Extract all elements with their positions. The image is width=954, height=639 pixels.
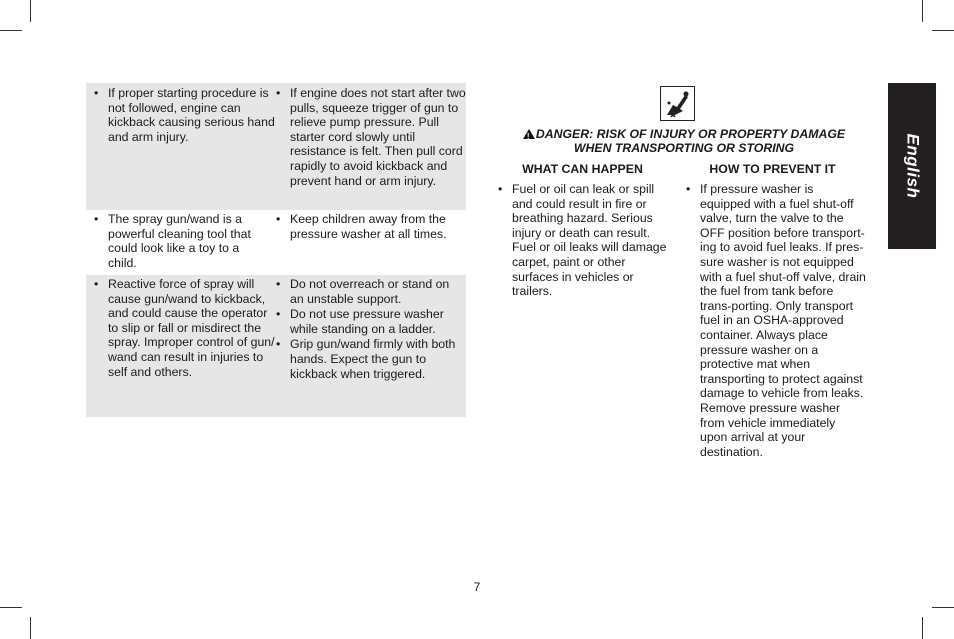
hazard-cell — [86, 277, 276, 417]
bullet-item: • The spray gun/wand is a powerful cleaning tool that could look like a toy to a child. — [94, 212, 256, 270]
danger-heading — [500, 127, 868, 155]
fuel-leak-warning-icon — [660, 86, 695, 121]
danger-line-2: WHEN TRANSPORTING OR STORING — [573, 141, 795, 155]
what-can-happen-heading: WHAT CAN HAPPEN — [522, 162, 643, 176]
page-number: 7 — [473, 580, 481, 594]
danger-line-1: DANGER: RISK OF INJURY OR PROPERTY DAMAGE — [535, 127, 846, 141]
bullet-item: • If pressure washer is equipped with a fuel shut-off valve, turn the valve to the OFF position before transport-ing to avoid fuel leaks. If pres-sure washer is not equipped with a fuel shut-off valve, drain the fuel from tank before trans-porting. Only transport fuel in an OSHA-approved container. Always place pressure washer on a protective mat when transporting to protect against damage to vehicle from leaks. Remove pressure washer from vehicle immediately upon arrival at your destination. — [686, 182, 866, 459]
crop-mark — [30, 617, 31, 639]
bullet-item: • Fuel or oil can leak or spill and could result in fire or breathing hazard. Serious injury or death can result. Fuel or oil leaks will damage carpet, paint or other surfaces in vehicles or trailers. — [498, 182, 672, 299]
crop-mark — [922, 0, 923, 22]
safety-table — [86, 83, 466, 417]
crop-mark — [932, 607, 954, 608]
bullet-item: • Do not use pressure washer while standing on a ladder. — [276, 307, 466, 336]
table-row — [86, 210, 466, 275]
crop-mark — [0, 30, 22, 31]
crop-mark — [922, 617, 923, 639]
hazard-cell — [86, 212, 276, 275]
language-label: English — [903, 133, 922, 199]
how-to-prevent-heading: HOW TO PREVENT IT — [709, 162, 836, 176]
crop-mark — [932, 30, 954, 31]
table-row — [86, 83, 466, 210]
crop-mark — [30, 0, 31, 22]
bullet-item: • Do not overreach or stand on an unstable support. — [276, 277, 466, 306]
bullet-item: • Keep children away from the pressure washer at all times. — [276, 212, 466, 241]
language-tab — [888, 83, 936, 249]
bullet-item: • If proper starting procedure is not followed, engine can kickback causing serious hand and arm injury. — [94, 86, 276, 144]
warning-triangle-icon — [523, 129, 535, 139]
prevention-cell — [276, 86, 466, 210]
crop-mark — [0, 607, 22, 608]
what-can-happen-column — [498, 182, 678, 300]
hazard-cell — [86, 86, 276, 210]
bullet-item: • If engine does not start after two pulls, squeeze trigger of gun to relieve pump pressure. Pull starter cord slowly until resistance is felt. Then pull cord rapidly to avoid kickback and prevent hand or arm injury. — [276, 86, 466, 188]
prevention-cell — [276, 277, 466, 417]
prevention-cell — [276, 212, 466, 275]
how-to-prevent-column — [686, 182, 866, 460]
bullet-item: • Grip gun/wand firmly with both hands. Expect the gun to kickback when triggered. — [276, 337, 466, 381]
bullet-item: • Reactive force of spray will cause gun/wand to kickback, and could cause the operator to slip or fall or misdirect the spray. Improper control of gun/ wand can result in injuries to self and others. — [94, 277, 276, 379]
table-row — [86, 275, 466, 417]
